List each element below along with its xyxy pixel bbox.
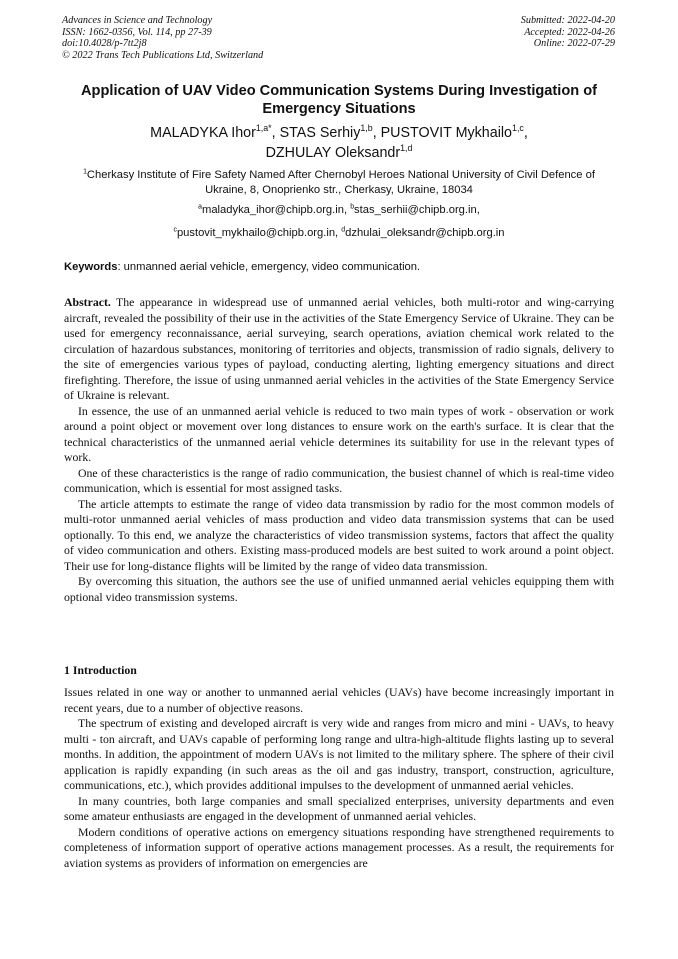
online-date: Online: 2022-07-29 — [533, 38, 615, 49]
introduction-body — [64, 685, 614, 871]
affiliation — [62, 168, 616, 197]
email-mark: b — [350, 203, 355, 211]
author-name: MALADYKA Ihor — [150, 125, 256, 141]
email-link[interactable]: pustovit_mykhailo@chipb.org.in, — [176, 227, 342, 239]
accepted-date: Accepted: 2022-04-26 — [524, 26, 615, 38]
author-separator: , — [523, 125, 528, 141]
email-line-2 — [62, 226, 616, 240]
abstract-paragraph: The article attempts to estimate the range of video data transmission by radio for the most common models of multi-rotor unmanned aerial vehicles of mass production and video data transmission systems that can be used optionally. To this end, we analyze the characteristics of video transmission systems, factors that affect the quality of video communication and others. Existing mass-produced models are best suited to work around a point object. Their use for long-distance flights will be limited by the range of video data transmission. — [64, 496, 614, 573]
abstract-paragraph: By overcoming this situation, the authors see the use of unified unmanned aerial vehicles equipping them with optional video transmission systems. — [64, 574, 614, 604]
keywords — [64, 260, 624, 274]
author-name: STAS Serhiy — [279, 125, 361, 141]
body-paragraph: The spectrum of existing and developed aircraft is very wide and ranges from micro and mini - UAVs, to heavy multi - ton aircraft, and UAVs capable of performing long range and ultra-high-altitude flights lasting up to several months. In addition, the appointment of modern UAVs is not limited to the military sphere. The sphere of their civil application is rapidly expanding (in such areas as the oil and gas industry, transport, construction, agriculture, communications, etc.), which provides additional impulses to the development of unmanned aerial vehicles. — [64, 716, 614, 792]
abstract-paragraph: In essence, the use of an unmanned aerial vehicle is reduced to two main types of work - observation or work around a point object or movement over long distances to ensure work on the earth's surface. It is clear that the technical characteristics of the unmanned aerial vehicle determines its suitability for use in the relevant types of work. — [64, 403, 614, 464]
email-mark: a — [198, 203, 203, 211]
paper-title: Application of UAV Video Communication Systems During Investigation of Emergency Situations — [81, 83, 597, 117]
keywords-text: : unmanned aerial vehicle, emergency, video communication. — [117, 261, 421, 273]
keywords-label: Keywords — [64, 261, 118, 273]
email-mark: d — [341, 226, 346, 234]
email-link[interactable]: dzhulai_oleksandr@chipb.org.in — [345, 227, 505, 239]
email-link[interactable]: maladyka_ihor@chipb.org.in, — [202, 204, 351, 216]
copyright-line: © 2022 Trans Tech Publications Ltd, Switzerland — [62, 49, 264, 61]
author-affiliation-mark: 1,c — [512, 123, 524, 134]
abstract-paragraph — [64, 295, 614, 404]
submitted-date: Submitted: 2022-04-20 — [520, 15, 615, 26]
abstract-paragraph: One of these characteristics is the range of radio communication, the busiest channel of which is real-time video communication, which is essential for most assigned tasks. — [64, 465, 614, 495]
author-separator: , — [271, 125, 280, 141]
body-paragraph: Modern conditions of operative actions on emergency situations responding have strengthened requirements to completeness of information support of operative actions management processes. As a result, the requirements for aviation systems as providers of information on emergencies are — [64, 824, 614, 870]
body-paragraph: In many countries, both large companies and small specialized enterprises, university departments and even some amateur enthusiasts are engaged in the development of unmanned aerial vehicles. — [64, 793, 614, 823]
issn-line: ISSN: 1662-0356, Vol. 114, pp 27-39 — [62, 26, 212, 38]
abstract-label: Abstract. — [64, 295, 111, 309]
author-affiliation-mark: 1,d — [400, 142, 413, 153]
email-mark: c — [173, 226, 177, 234]
author-name: PUSTOVIT Mykhailo — [380, 125, 513, 141]
email-link[interactable]: stas_serhii@chipb.org.in, — [354, 204, 480, 216]
author-affiliation-mark: 1,a* — [255, 123, 272, 134]
publication-dates — [521, 15, 615, 50]
affiliation-mark: 1 — [83, 168, 87, 176]
author-list — [40, 124, 638, 163]
author-name: DZHULAY Oleksandr — [265, 144, 401, 161]
author-affiliation-mark: 1,b — [360, 123, 373, 134]
journal-name: Advances in Science and Technology — [62, 15, 213, 26]
email-line-1 — [62, 203, 616, 217]
author-separator: , — [372, 125, 381, 141]
body-paragraph: Issues related in one way or another to unmanned aerial vehicles (UAVs) have become increasingly important in recent years, due to a number of objective reasons. — [64, 685, 614, 715]
abstract — [64, 295, 614, 605]
affiliation-text: Cherkasy Institute of Fire Safety Named After Chernobyl Heroes National University of Civil Defence of Ukraine, 8, Onoprienko str., Cherkasy, Ukraine, 18034 — [86, 169, 595, 196]
abstract-text: The appearance in widespread use of unmanned aerial vehicles, both multi-rotor and wing-carrying aircraft, revealed the possibility of their use in the activities of the State Emergency Service of Ukraine. They can be used for emergency reconnaissance, aerial surveying, search operations, aviation chemical work related to the circulation of hazardous substances, monitoring of territories and objects, transmission of radio signals, delivery to the site of emergencies various types of payload, conducting alerting, lighting emergency situations and direct firefighting. Therefore, the issue of using unmanned aerial vehicles in the activities of the State Emergency Service of Ukraine is relevant. — [64, 295, 614, 402]
journal-info — [62, 15, 263, 61]
section-heading: 1 Introduction — [64, 663, 137, 677]
doi-line[interactable]: doi:10.4028/p-7tt2j8 — [62, 38, 147, 49]
